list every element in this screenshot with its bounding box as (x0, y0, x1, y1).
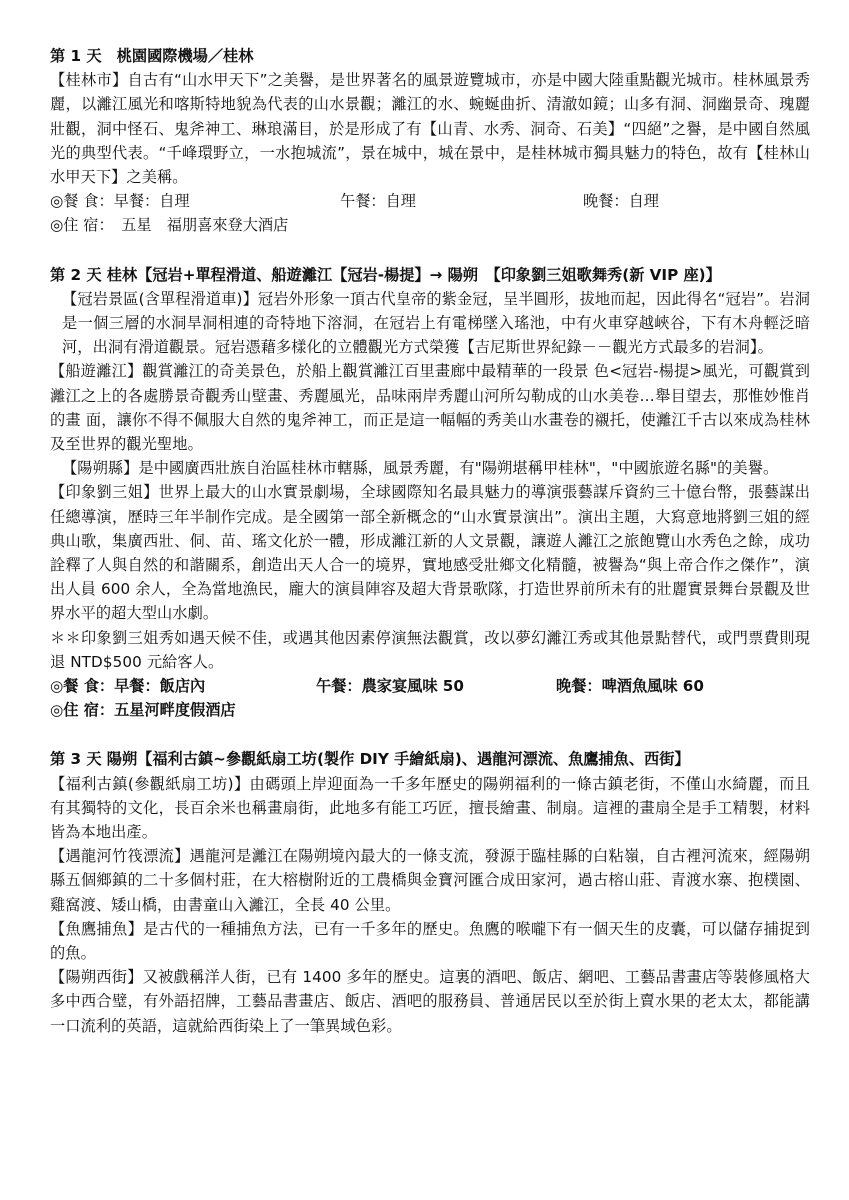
itinerary-document (50, 44, 810, 1038)
day3-paragraph-yulong-river: 【遇龍河竹筏漂流】遇龍河是灕江在陽朔境內最大的一條支流，發源于臨桂縣的白粘嶺，自古裡河流來，經陽朔縣五個鄉鎮的二十多個村莊，在大榕樹附近的工農橋與金寶河匯合成田家河，過古榕山莊、青渡水寨、抱樸園、雞窩渡、矮山橋，由書童山入灕江，全長 40 公里。 (50, 847, 810, 914)
day3-paragraph-west-street: 【陽朔西街】又被戲稱洋人街，已有 1400 多年的歷史。這裏的酒吧、飯店、網吧、工藝品書畫店等裝修風格大多中西合璧，有外語招牌，工藝品書畫店、飯店、酒吧的服務員、普通居民以至於街上賣水果的老太太，都能講一口流利的英語，這就給西街染上了一筆異域色彩。 (50, 968, 810, 1035)
day3-paragraph-cormorant: 【魚鷹捕魚】是古代的一種捕魚方法，已有一千多年的歷史。魚鷹的喉嚨下有一個天生的皮囊，可以儲存捕捉到的魚。 (50, 919, 810, 963)
day1-paragraph: 【桂林市】自古有“山水甲天下”之美譽，是世界著名的風景遊覽城市，亦是中國大陸重點觀光城市。桂林風景秀麗，以灕江風光和喀斯特地貌為代表的山水景觀；灕江的水、蜿蜒曲折、清澈如鏡；山多有洞、洞幽景奇、瑰麗壯觀，洞中怪石、鬼斧神工、琳琅滿目，於是形成了有【山青、水秀、洞奇、石美】“四絕”之譽，是中國自然風光的典型代表。“千峰環野立，一水抱城流”，景在城中，城在景中，是桂林城市獨具魅力的特色，故有【桂林山水甲天下】之美稱。 (50, 71, 810, 187)
day2-paragraph-impression: 【印象劉三姐】世界上最大的山水實景劇場，全球國際知名最具魅力的導演張藝謀斥資約三十億台幣，張藝謀出任總導演，歷時三年半制作完成。是全國第一部全新概念的“山水實景演出”。演出主題，大寫意地將劉三姐的經典山歌，集廣西壯、侗、苗、瑤文化於一體，形成灕江新的人文景觀，讓遊人灕江之旅飽覽山水秀色之餘，成功詮釋了人與自然的和諧關系，創造出天人合一的境界，實地感受壯鄉文化精髓，被譽為“與上帝合作之傑作”，演出人員 600 余人，全為當地漁民，龐大的演員陣容及超大背景歌隊，打造世界前所未有的壯麗實景舞台景觀及世界水平的超大型山水劇。 (50, 483, 810, 623)
day2-meal-dinner: 晚餐：啤酒魚風味 60 (556, 677, 704, 696)
day2-paragraph-yangshuo: 【陽朔縣】是中國廣西壯族自治區桂林市轄縣，風景秀麗，有"陽朔堪稱甲桂林"，"中國旅遊名縣"的美譽。 (62, 459, 779, 478)
day1-meal-breakfast: ◎餐 食：早餐：自理 (50, 192, 190, 211)
day2-stay: ◎住 宿：五星河畔度假酒店 (50, 701, 236, 720)
day3-section (50, 747, 810, 1037)
day3-paragraph-fuli: 【福利古鎮(參觀紙扇工坊)】由碼頭上岸迎面為一千多年歷史的陽朔福利的一條古鎮老街，不僅山水綺麗，而且有其獨特的文化，長百余米也稱畫扇街，此地多有能工巧匠，擅長繪畫、制扇。這裡的畫扇全是手工精製，材料皆為本地出產。 (50, 774, 810, 842)
day1-meal-lunch: 午餐：自理 (340, 192, 416, 211)
day1-section (50, 44, 810, 238)
day1-meal-dinner: 晚餐：自理 (583, 192, 659, 211)
day1-meals (50, 189, 810, 213)
day2-section (50, 263, 810, 723)
day2-meal-lunch: 午餐：農家宴風味 50 (316, 677, 464, 696)
day2-paragraph-guanyan: 【冠岩景區(含單程滑道車)】冠岩外形象一頂古代皇帝的紫金冠，呈半圓形，拔地而起，因此得名“冠岩”。岩洞是一個三層的水洞旱洞相連的奇特地下溶洞，在冠岩上有電梯墜入瑤池，中有火車穿越峽谷，下有木舟輕泛暗河，出洞有滑道觀景。冠岩憑藉多樣化的立體觀光方式榮獲【吉尼斯世界紀錄－－觀光方式最多的岩洞】。 (62, 289, 810, 357)
day1-title: 第 1 天 桃園國際機場／桂林 (50, 47, 254, 65)
day2-meal-breakfast: ◎餐 食：早餐：飯店內 (50, 677, 206, 696)
day2-paragraph-note: ＊＊印象劉三姐秀如遇天候不佳，或遇其他因素停演無法觀賞，改以夢幻灕江秀或其他景點替代，或門票費則現退 NTD$500 元給客人。 (50, 628, 810, 671)
day2-meals (50, 674, 810, 698)
day3-title: 第 3 天 陽朔【福利古鎮~參觀紙扇工坊(製作 DIY 手繪紙扇)、遇龍河漂流、魚鷹捕魚、西街】 (50, 750, 690, 769)
day2-title: 第 2 天 桂林【冠岩+單程滑道、船遊灕江【冠岩-楊提】→ 陽朔 【印象劉三姐歌舞秀(新 VIP 座)】 (50, 265, 721, 284)
day1-stay: ◎住 宿： 五星 福朋喜來登大酒店 (50, 216, 289, 235)
day2-paragraph-lijiang-cruise: 【船遊灕江】觀賞灕江的奇美景色，於船上觀賞灕江百里畫廊中最精華的一段景 色<冠岩-楊提>風光，可觀賞到灕江之上的各處勝景奇觀秀山壁畫、秀麗風光，品味兩岸秀麗山河所勾勒成的山水美卷…舉目望去，那惟妙惟肖的畫 面，讓你不得不佩服大自然的鬼斧神工，而正是這一幅幅的秀美山水畫卷的襯托，使灕江千古以來成為桂林及至世界的觀光聖地。 (50, 362, 810, 454)
